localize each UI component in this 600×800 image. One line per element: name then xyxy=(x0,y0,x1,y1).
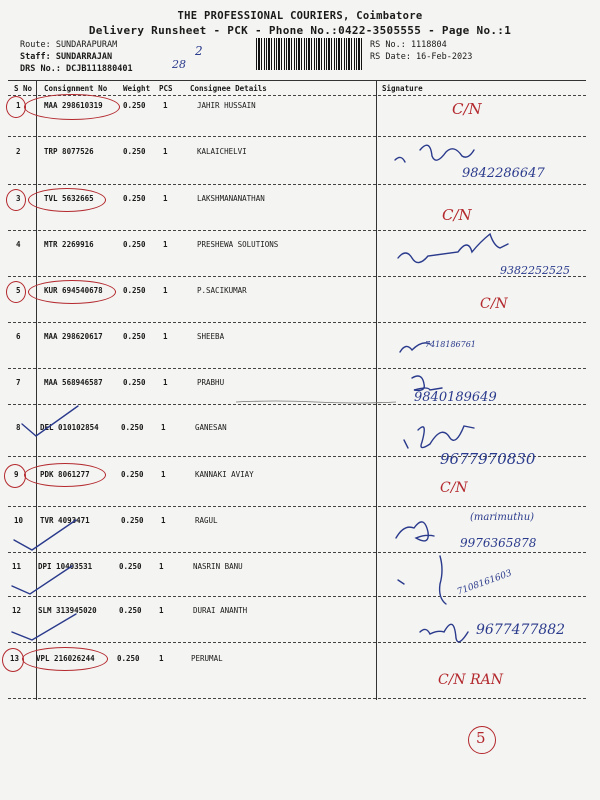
signature-scribble-row11 xyxy=(398,556,446,604)
row-consignee: PERUMAL xyxy=(191,654,223,663)
row-consignment: TVR 4093471 xyxy=(40,516,90,525)
page-mark-number: 5 xyxy=(476,729,486,747)
row-consignment: SLM 313945020 xyxy=(38,606,97,615)
col-consignee-header: Consignee Details xyxy=(190,84,267,93)
handwritten-phone-row6: 7418186761 xyxy=(425,340,476,349)
row-sno: 12 xyxy=(12,606,22,615)
row-consignee: RAGUL xyxy=(195,516,218,525)
row-consignment: TVL 5632665 xyxy=(44,194,94,203)
row-sno: 6 xyxy=(16,332,21,341)
row-consignee: LAKSHMANANATHAN xyxy=(197,194,265,203)
row-sno: 2 xyxy=(16,147,21,156)
row-sno: 9 xyxy=(14,470,19,479)
row-consignment: MAA 298610319 xyxy=(44,101,103,110)
row-weight: 0.250 xyxy=(123,101,146,110)
handwritten-phone-row2: 9842286647 xyxy=(462,166,545,181)
row-pcs: 1 xyxy=(159,562,164,571)
handwritten-note-row10: (marimuthu) xyxy=(470,512,535,523)
col-pcs-header: PCS xyxy=(159,84,173,93)
row-sno: 8 xyxy=(16,423,21,432)
row-consignee: PRABHU xyxy=(197,378,225,387)
row-pcs: 1 xyxy=(163,378,168,387)
row-weight: 0.250 xyxy=(123,194,146,203)
handwritten-cn-row9: C/N xyxy=(440,480,468,496)
row-pcs: 1 xyxy=(163,332,168,341)
checkmark-row10 xyxy=(14,520,76,550)
row-sno: 11 xyxy=(12,562,22,571)
handwritten-phone-row11: 7108161603 xyxy=(456,568,514,598)
route-label: Route: SUNDARAPURAM xyxy=(20,40,118,50)
drs-number: DRS No.: DCJB111880401 xyxy=(20,64,133,74)
handwritten-phone-row7: 9840189649 xyxy=(414,390,497,405)
row-pcs: 1 xyxy=(159,654,164,663)
row-sno: 4 xyxy=(16,240,21,249)
row-consignee: NASRIN BANU xyxy=(193,562,243,571)
page-note-top: 2 xyxy=(195,44,203,58)
signature-scribble-row7 xyxy=(412,376,442,390)
handwritten-cn-row5: C/N xyxy=(480,296,508,312)
row-weight: 0.250 xyxy=(119,606,142,615)
handwritten-phone-row12: 9677477882 xyxy=(476,622,566,638)
row-pcs: 1 xyxy=(161,516,166,525)
row-consignee: SHEEBA xyxy=(197,332,225,341)
row-weight: 0.250 xyxy=(123,286,146,295)
row-pcs: 1 xyxy=(163,101,168,110)
row-weight: 0.250 xyxy=(119,562,142,571)
row11-divider-wave xyxy=(236,401,396,403)
row-weight: 0.250 xyxy=(123,147,146,156)
handwritten-cn-row1: C/N xyxy=(452,100,482,118)
row-consignee: P.SACIKUMAR xyxy=(197,286,247,295)
row-pcs: 1 xyxy=(161,470,166,479)
col-signature-header: Signature xyxy=(382,84,423,93)
row-consignment: MAA 298620617 xyxy=(44,332,103,341)
row-consignment: MTR 2269916 xyxy=(44,240,94,249)
col-sno-header: S No xyxy=(14,84,33,93)
handwritten-cn-row3: C/N xyxy=(442,206,472,224)
checkmark-row11 xyxy=(12,566,72,594)
row-weight: 0.250 xyxy=(121,423,144,432)
signature-scribble-row8 xyxy=(404,426,474,448)
handwritten-cn-row13: C/N RAN xyxy=(438,672,504,688)
row-sno: 10 xyxy=(14,516,24,525)
row-consignee: PRESHEWA SOLUTIONS xyxy=(197,240,279,249)
row-pcs: 1 xyxy=(163,240,168,249)
row-consignment: PDK 8061277 xyxy=(40,470,90,479)
staff-label: Staff: SUNDARRAJAN xyxy=(20,52,113,62)
row-consignment: KUR 694540678 xyxy=(44,286,103,295)
row-weight: 0.250 xyxy=(121,470,144,479)
row-consignment: DPI 10403531 xyxy=(38,562,93,571)
row-consignee: GANESAN xyxy=(195,423,227,432)
row-pcs: 1 xyxy=(159,606,164,615)
rs-number: RS No.: 1118804 xyxy=(370,40,447,50)
row-weight: 0.250 xyxy=(117,654,140,663)
row-pcs: 1 xyxy=(163,147,168,156)
row-consignment: TRP 8077526 xyxy=(44,147,94,156)
row-sno: 3 xyxy=(16,194,21,203)
handwritten-phone-row4: 9382252525 xyxy=(500,264,570,277)
handwritten-phone-row8: 9677970830 xyxy=(440,450,536,468)
row-weight: 0.250 xyxy=(123,378,146,387)
row-consignee: JAHIR HUSSAIN xyxy=(197,101,256,110)
col-weight-header: Weight xyxy=(123,84,151,93)
row-pcs: 1 xyxy=(161,423,166,432)
row-pcs: 1 xyxy=(163,286,168,295)
row-weight: 0.250 xyxy=(123,332,146,341)
row-consignment: DEL 010102854 xyxy=(40,423,99,432)
runsheet-subtitle: Delivery Runsheet - PCK - Phone No.:0422-3505555 - Page No.:1 xyxy=(88,24,512,37)
row-consignee: KALAICHELVI xyxy=(197,147,247,156)
signature-scribble-row6 xyxy=(400,343,430,352)
row-pcs: 1 xyxy=(163,194,168,203)
col-consignment-header: Consignment No xyxy=(44,84,108,93)
rs-date: RS Date: 16-Feb-2023 xyxy=(370,52,473,62)
signature-scribble-row4 xyxy=(398,234,508,263)
row-consignment: VPL 216026244 xyxy=(36,654,95,663)
row-sno: 13 xyxy=(10,654,20,663)
handwritten-phone-row10: 9976365878 xyxy=(460,536,537,550)
row-weight: 0.250 xyxy=(121,516,144,525)
checkmark-row12 xyxy=(12,614,76,640)
row-sno: 7 xyxy=(16,378,21,387)
signature-scribble-row12 xyxy=(420,624,468,642)
page-note-bottom: 28 xyxy=(172,58,186,71)
checkmark-row8 xyxy=(22,406,78,436)
row-sno: 1 xyxy=(16,101,21,110)
row-consignee: DURAI ANANTH xyxy=(193,606,248,615)
signature-scribble-row2 xyxy=(395,145,474,162)
row-sno: 5 xyxy=(16,286,21,295)
company-title: THE PROFESSIONAL COURIERS, Coimbatore xyxy=(177,10,423,22)
row-consignment: MAA 568946587 xyxy=(44,378,103,387)
signature-scribble-row10 xyxy=(396,522,434,541)
row-weight: 0.250 xyxy=(123,240,146,249)
row-consignee: KANNAKI AVIAY xyxy=(195,470,254,479)
